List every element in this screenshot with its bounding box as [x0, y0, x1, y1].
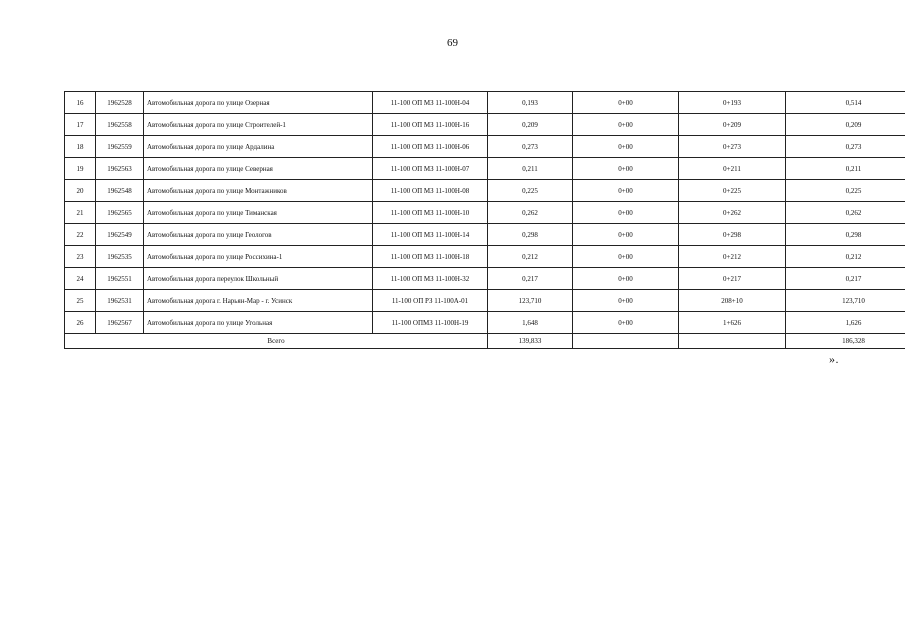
table-row [65, 180, 905, 202]
table-row [65, 268, 905, 290]
row-start: 0+00 [573, 114, 679, 136]
row-code: 1962565 [96, 202, 144, 224]
row-code: 1962531 [96, 290, 144, 312]
row-length: 123,710 [488, 290, 573, 312]
row-end: 0+212 [679, 246, 786, 268]
row-length: 0,209 [488, 114, 573, 136]
row-code: 1962563 [96, 158, 144, 180]
row-road-id: 11-100 ОП МЗ 11-100Н-04 [373, 92, 488, 114]
row-total: 0,217 [786, 268, 905, 290]
row-number: 20 [65, 180, 96, 202]
row-start: 0+00 [573, 224, 679, 246]
row-end: 0+217 [679, 268, 786, 290]
row-total: 0,225 [786, 180, 905, 202]
row-length: 0,193 [488, 92, 573, 114]
row-road-name: Автомобильная дорога по улице Озерная [144, 92, 373, 114]
row-code: 1962549 [96, 224, 144, 246]
row-total: 0,209 [786, 114, 905, 136]
row-road-name: Автомобильная дорога по улице Угольная [144, 312, 373, 334]
row-road-name: Автомобильная дорога по улице Северная [144, 158, 373, 180]
row-total: 0,262 [786, 202, 905, 224]
row-length: 0,273 [488, 136, 573, 158]
row-length: 0,211 [488, 158, 573, 180]
row-total: 0,273 [786, 136, 905, 158]
row-start: 0+00 [573, 202, 679, 224]
roads-table-body [65, 92, 905, 349]
row-total: 0,211 [786, 158, 905, 180]
row-total: 0,212 [786, 246, 905, 268]
row-total: 1,626 [786, 312, 905, 334]
table-row [65, 246, 905, 268]
row-end: 0+209 [679, 114, 786, 136]
roads-table [64, 91, 905, 349]
row-code: 1962528 [96, 92, 144, 114]
row-end: 0+262 [679, 202, 786, 224]
row-total: 123,710 [786, 290, 905, 312]
row-length: 0,298 [488, 224, 573, 246]
table-row [65, 136, 905, 158]
row-road-name: Автомобильная дорога по улице Монтажников [144, 180, 373, 202]
row-start: 0+00 [573, 92, 679, 114]
row-road-name: Автомобильная дорога переулок Школьный [144, 268, 373, 290]
row-number: 23 [65, 246, 96, 268]
table-row [65, 224, 905, 246]
row-code: 1962567 [96, 312, 144, 334]
table-row [65, 158, 905, 180]
row-number: 25 [65, 290, 96, 312]
row-length: 0,225 [488, 180, 573, 202]
row-number: 17 [65, 114, 96, 136]
row-number: 22 [65, 224, 96, 246]
row-road-id: 11-100 ОП МЗ 11-100Н-07 [373, 158, 488, 180]
table-row [65, 114, 905, 136]
total-end-empty [679, 334, 786, 349]
total-length: 139,833 [488, 334, 573, 349]
row-start: 0+00 [573, 268, 679, 290]
row-number: 19 [65, 158, 96, 180]
row-road-name: Автомобильная дорога по улице Геологов [144, 224, 373, 246]
row-number: 18 [65, 136, 96, 158]
row-road-name: Автомобильная дорога г. Нарьян-Мар - г. Усинск [144, 290, 373, 312]
row-length: 1,648 [488, 312, 573, 334]
row-road-name: Автомобильная дорога по улице Строителей-1 [144, 114, 373, 136]
row-road-id: 11-100 ОП МЗ 11-100Н-14 [373, 224, 488, 246]
row-code: 1962551 [96, 268, 144, 290]
row-road-id: 11-100 ОП МЗ 11-100Н-18 [373, 246, 488, 268]
row-end: 0+298 [679, 224, 786, 246]
total-start-empty [573, 334, 679, 349]
row-total: 0,514 [786, 92, 905, 114]
closing-quote-mark: ». [829, 352, 839, 366]
row-total: 0,298 [786, 224, 905, 246]
row-road-id: 11-100 ОПМЗ 11-100Н-19 [373, 312, 488, 334]
row-length: 0,262 [488, 202, 573, 224]
row-end: 208+10 [679, 290, 786, 312]
row-road-name: Автомобильная дорога по улице Россихина-1 [144, 246, 373, 268]
total-label: Всего [65, 334, 488, 349]
row-road-name: Автомобильная дорога по улице Тиманская [144, 202, 373, 224]
row-road-id: 11-100 ОП МЗ 11-100Н-06 [373, 136, 488, 158]
row-end: 1+626 [679, 312, 786, 334]
row-end: 0+211 [679, 158, 786, 180]
row-road-id: 11-100 ОП РЗ 11-100А-01 [373, 290, 488, 312]
row-number: 26 [65, 312, 96, 334]
row-start: 0+00 [573, 180, 679, 202]
row-start: 0+00 [573, 246, 679, 268]
row-road-name: Автомобильная дорога по улице Ардалина [144, 136, 373, 158]
row-road-id: 11-100 ОП МЗ 11-100Н-32 [373, 268, 488, 290]
row-end: 0+193 [679, 92, 786, 114]
row-road-id: 11-100 ОП МЗ 11-100Н-10 [373, 202, 488, 224]
row-length: 0,217 [488, 268, 573, 290]
row-start: 0+00 [573, 158, 679, 180]
table-row [65, 202, 905, 224]
row-road-id: 11-100 ОП МЗ 11-100Н-16 [373, 114, 488, 136]
row-start: 0+00 [573, 136, 679, 158]
row-start: 0+00 [573, 290, 679, 312]
row-code: 1962559 [96, 136, 144, 158]
row-length: 0,212 [488, 246, 573, 268]
table-row [65, 312, 905, 334]
row-number: 16 [65, 92, 96, 114]
row-road-id: 11-100 ОП МЗ 11-100Н-08 [373, 180, 488, 202]
row-end: 0+225 [679, 180, 786, 202]
table-row [65, 92, 905, 114]
row-number: 24 [65, 268, 96, 290]
row-number: 21 [65, 202, 96, 224]
total-row [65, 334, 905, 349]
row-start: 0+00 [573, 312, 679, 334]
table-row [65, 290, 905, 312]
page-number: 69 [447, 37, 458, 49]
row-code: 1962535 [96, 246, 144, 268]
total-sum: 186,328 [786, 334, 905, 349]
row-code: 1962548 [96, 180, 144, 202]
row-end: 0+273 [679, 136, 786, 158]
row-code: 1962558 [96, 114, 144, 136]
